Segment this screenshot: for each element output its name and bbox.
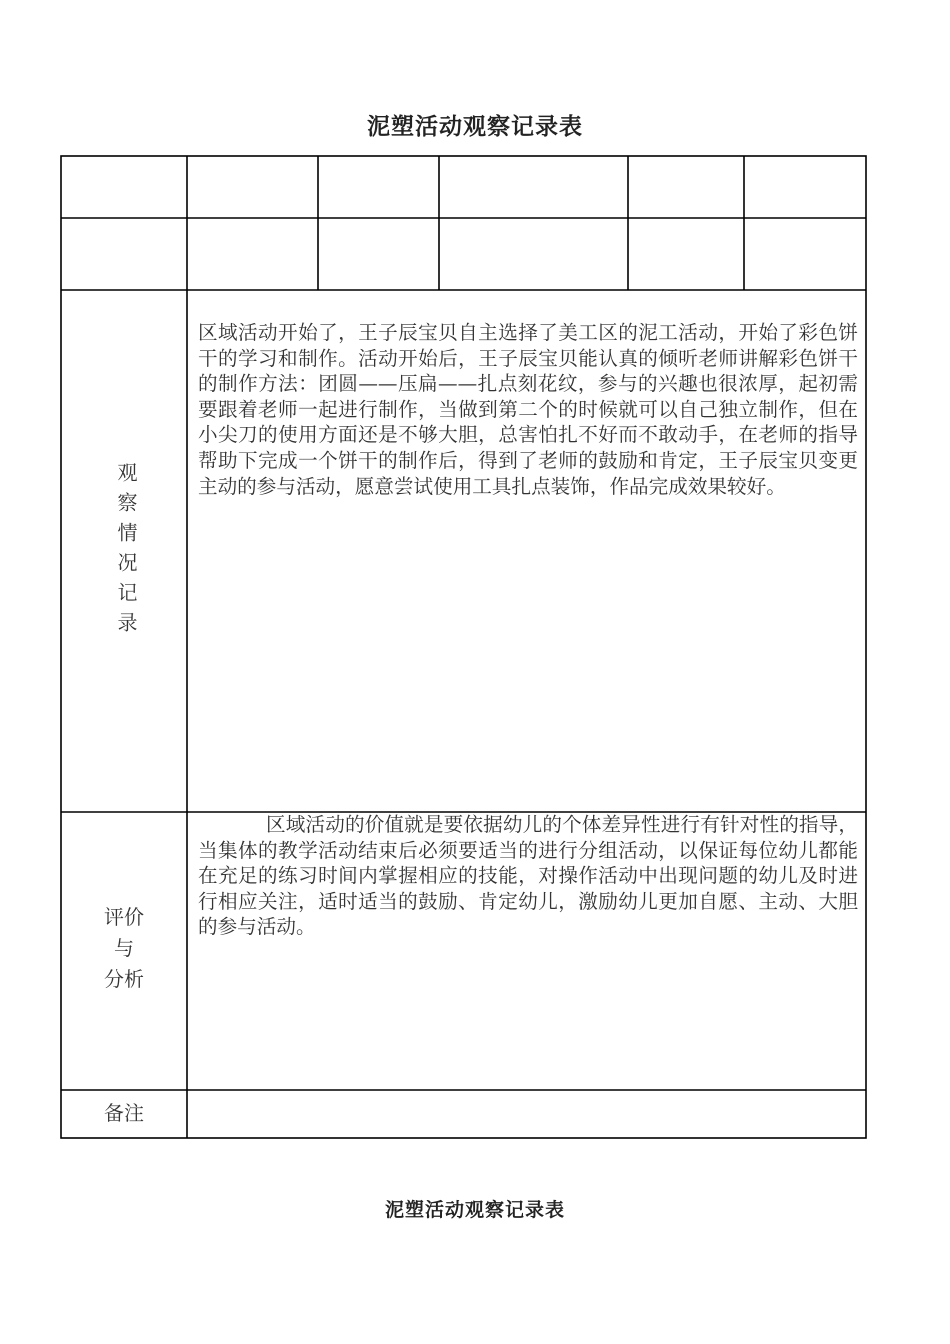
header-cell <box>61 218 187 290</box>
header-cell <box>439 156 628 218</box>
header-cell <box>61 156 187 218</box>
header-cell <box>318 156 439 218</box>
remarks-value <box>187 1090 866 1138</box>
footer-title: 泥塑活动观察记录表 <box>384 1199 565 1221</box>
header-cell <box>439 218 628 290</box>
header-cell <box>187 218 318 290</box>
evaluation-label-line3: 分析 <box>104 967 144 991</box>
evaluation-label-line2: 与 <box>114 936 134 960</box>
evaluation-text: 区域活动的价值就是要依据幼儿的个体差异性进行有针对性的指导，当集体的教学活动结束后必须要适当的进行分组活动，以保证每位幼儿都能在充足的练习时间内掌握相应的技能，对操作活动中出现问题的幼儿及时进行相应关注，适时适当的鼓励、肯定幼儿，激励幼儿更加自愿、主动、大胆的参与活动。 <box>198 813 858 939</box>
header-cell <box>318 218 439 290</box>
header-cell <box>187 156 318 218</box>
page-title: 泥塑活动观察记录表 <box>367 113 583 140</box>
header-cell <box>744 218 866 290</box>
remarks-label: 备注 <box>104 1101 144 1125</box>
header-cell <box>744 156 866 218</box>
observation-label: 观察情况记录 <box>114 462 138 642</box>
header-cell <box>628 218 744 290</box>
evaluation-label-line1: 评价 <box>104 905 144 929</box>
header-cell <box>628 156 744 218</box>
observation-text: 区域活动开始了，王子辰宝贝自主选择了美工区的泥工活动，开始了彩色饼干的学习和制作。活动开始后，王子辰宝贝能认真的倾听老师讲解彩色饼干的制作方法：团圆——压扁——扎点刻花纹，参与的兴趣也很浓厚，起初需要跟着老师一起进行制作，当做到第二个的时候就可以自己独立制作，但在小尖刀的使用方面还是不够大胆，总害怕扎不好而不敢动手，在老师的指导帮助下完成一个饼干的制作后，得到了老师的鼓励和肯定，王子辰宝贝变更主动的参与活动，愿意尝试使用工具扎点装饰，作品完成效果较好。 <box>198 321 858 498</box>
